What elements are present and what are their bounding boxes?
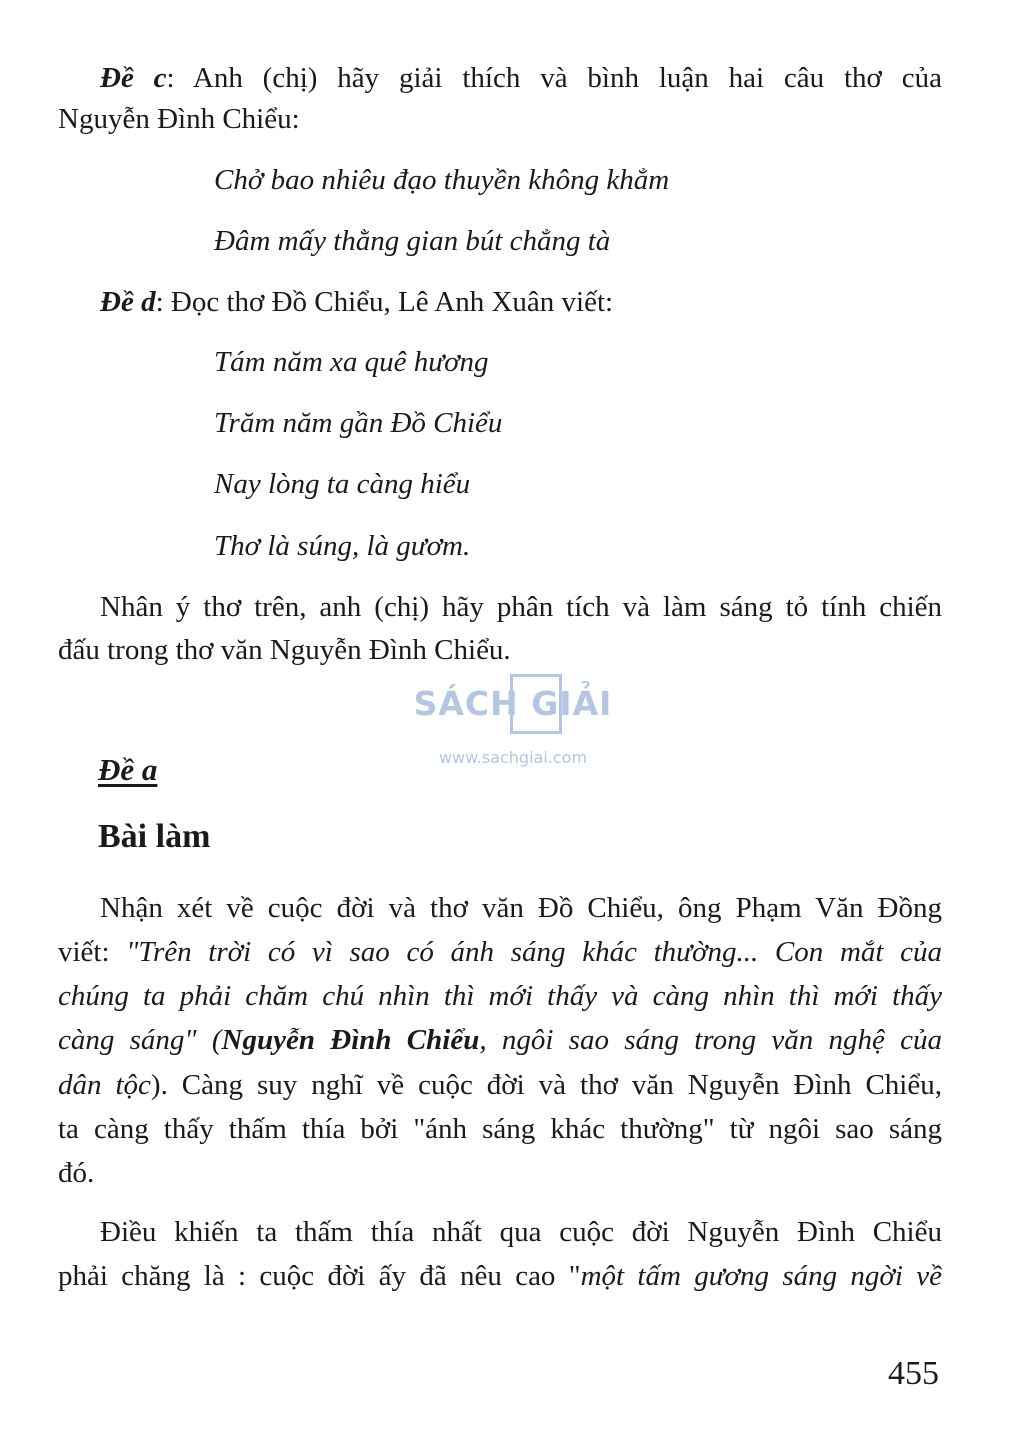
de-d-poem-line: Nay lòng ta càng hiểu	[214, 468, 471, 500]
para2-line	[58, 1258, 942, 1294]
sub-heading: Bài làm	[98, 818, 211, 855]
de-d-prompt-line-1: Nhân ý thơ trên, anh (chị) hãy phân tích và làm sáng tỏ tính chiến	[100, 591, 942, 623]
de-c-poem-line: Chở bao nhiêu đạo thuyền không khẳm	[214, 164, 670, 196]
para1-text: viết:	[58, 936, 127, 968]
para1-line	[58, 934, 942, 970]
de-d-poem-line: Thơ là súng, là gươm.	[214, 530, 471, 562]
para2-line: Điều khiến ta thấm thía nhất qua cuộc đời Nguyễn Đình Chiểu	[100, 1216, 942, 1248]
watermark-logo	[408, 672, 618, 772]
de-d-line-1: Đề d: Đọc thơ Đồ Chiểu, Lê Anh Xuân viết:	[100, 286, 614, 318]
page-number: 455	[888, 1355, 939, 1392]
para1-text: ). Càng suy nghĩ về cuộc đời và thơ văn Nguyễn Đình Chiểu,	[150, 1069, 942, 1101]
de-d-prompt-line-2: đấu trong thơ văn Nguyễn Đình Chiểu.	[58, 634, 511, 666]
watermark-url: www.sachgiai.com	[438, 748, 588, 767]
para1-line: đó.	[58, 1157, 95, 1189]
de-c-line-2: Nguyễn Đình Chiểu:	[58, 103, 300, 135]
de-c-label: Đề c	[100, 62, 167, 94]
para1-line	[58, 1022, 942, 1058]
de-d-text-1: Đọc thơ Đồ Chiểu, Lê Anh Xuân viết:	[170, 286, 614, 318]
para1-line: chúng ta phải chăm chú nhìn thì mới thấy và càng nhìn thì mới thấy	[58, 980, 942, 1012]
quote-text: càng sáng" (	[58, 1024, 222, 1056]
quote-text: "Trên trời có vì sao có ánh sáng khác thường... Con mắt của	[126, 936, 942, 968]
para2-text: phải chăng là : cuộc đời ấy đã nêu cao "	[58, 1260, 581, 1292]
para1-line: ta càng thấy thấm thía bởi "ánh sáng khác thường" từ ngôi sao sáng	[58, 1113, 942, 1145]
de-c-text-1: Anh (chị) hãy giải thích và bình luận hai câu thơ của	[192, 62, 942, 94]
de-d-label: Đề d	[100, 286, 156, 318]
para1-line	[58, 1067, 942, 1103]
de-d-poem-line: Trăm năm gần Đồ Chiểu	[214, 407, 503, 439]
quote-text: một tấm gương sáng ngời về	[580, 1260, 942, 1292]
watermark-brand: SÁCH GIẢI	[413, 684, 613, 723]
de-c-poem-line: Đâm mấy thằng gian bút chẳng tà	[214, 225, 611, 257]
para1-line: Nhận xét về cuộc đời và thơ văn Đồ Chiểu, ông Phạm Văn Đồng	[100, 892, 942, 924]
de-d-poem-line: Tám năm xa quê hương	[214, 346, 489, 378]
de-c-line-1: Đề c: Anh (chị) hãy giải thích và bình luận hai câu thơ của	[100, 62, 942, 94]
book-title-rest: , ngôi sao sáng trong văn nghệ của	[479, 1024, 942, 1056]
book-title-end: dân tộc	[58, 1069, 151, 1101]
book-title-author: Nguyễn Đình Chiểu	[221, 1024, 480, 1056]
section-heading: Đề a	[98, 752, 158, 787]
